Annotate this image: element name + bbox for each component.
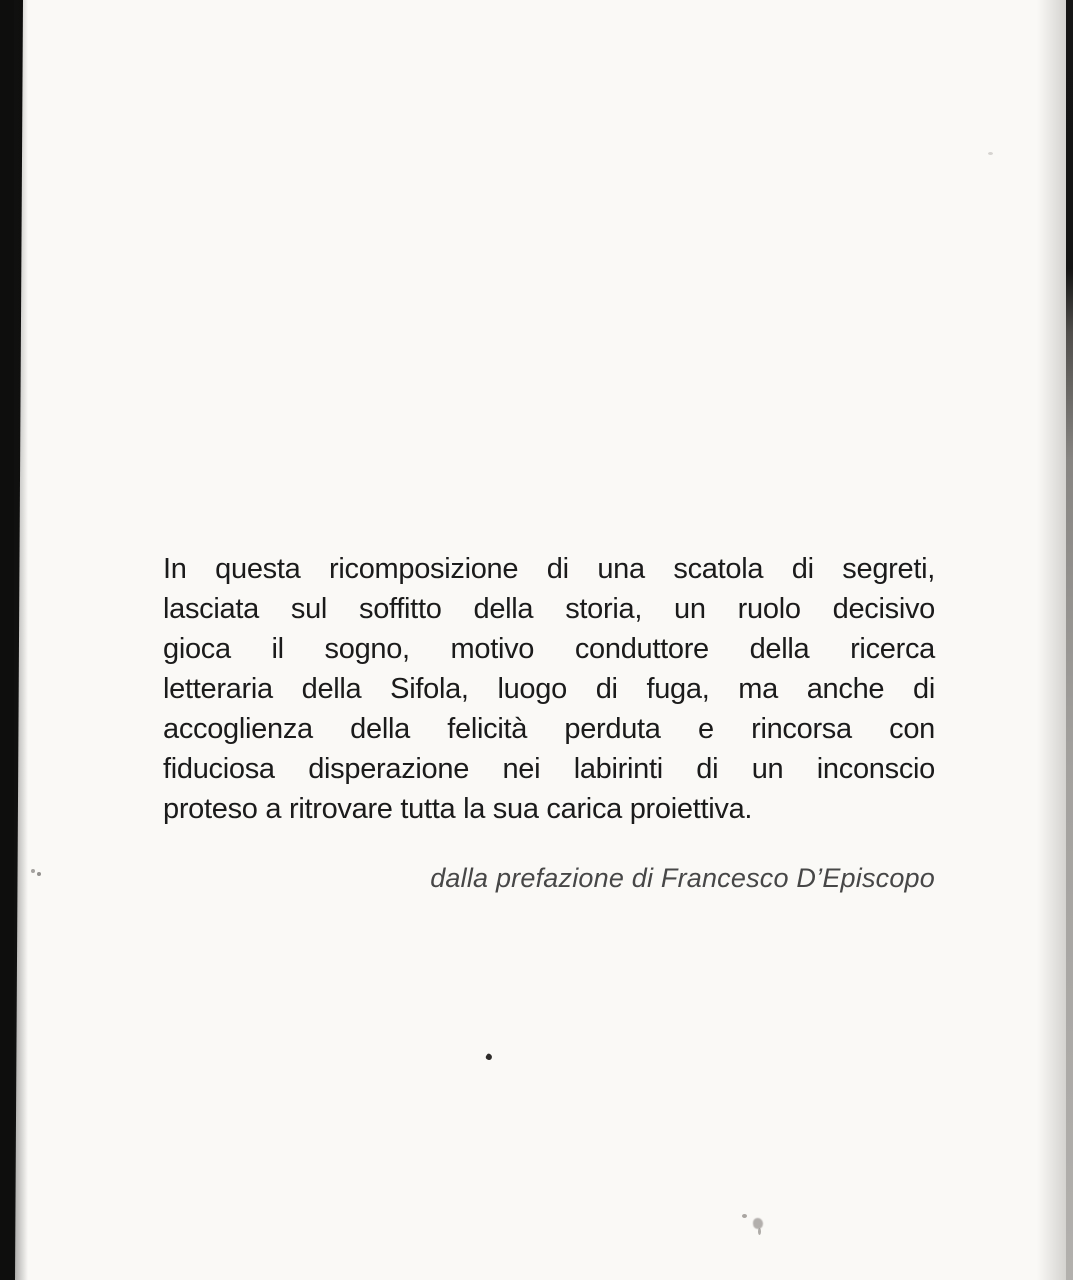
ink-speck (758, 1228, 761, 1235)
page-edge-line (1066, 0, 1073, 1280)
excerpt-line: proteso a ritrovare tutta la sua carica proiettiva. (163, 793, 753, 825)
excerpt-line: letteraria della Sifola, luogo di fuga, ma anche di (163, 673, 935, 705)
ink-speck (31, 869, 35, 873)
excerpt-line: In questa ricomposizione di una scatola di segreti, (163, 553, 935, 585)
binding-strip-shadow (14, 0, 28, 1280)
ink-speck (988, 152, 993, 155)
excerpt-line: fiduciosa disperazione nei labirinti di un inconscio (163, 753, 935, 785)
page-edge-shadow (1037, 0, 1069, 1280)
ink-speck (742, 1214, 747, 1218)
preface-excerpt (163, 549, 935, 829)
ink-speck (485, 1053, 493, 1061)
ink-speck (37, 872, 41, 876)
excerpt-line: gioca il sogno, motivo conduttore della ricerca (163, 633, 935, 665)
attribution-line: dalla prefazione di Francesco D’Episcopo (430, 863, 935, 893)
excerpt-line: accoglienza della felicità perduta e rincorsa con (163, 713, 935, 745)
excerpt-line: lasciata sul soffitto della storia, un ruolo decisivo (163, 593, 935, 625)
